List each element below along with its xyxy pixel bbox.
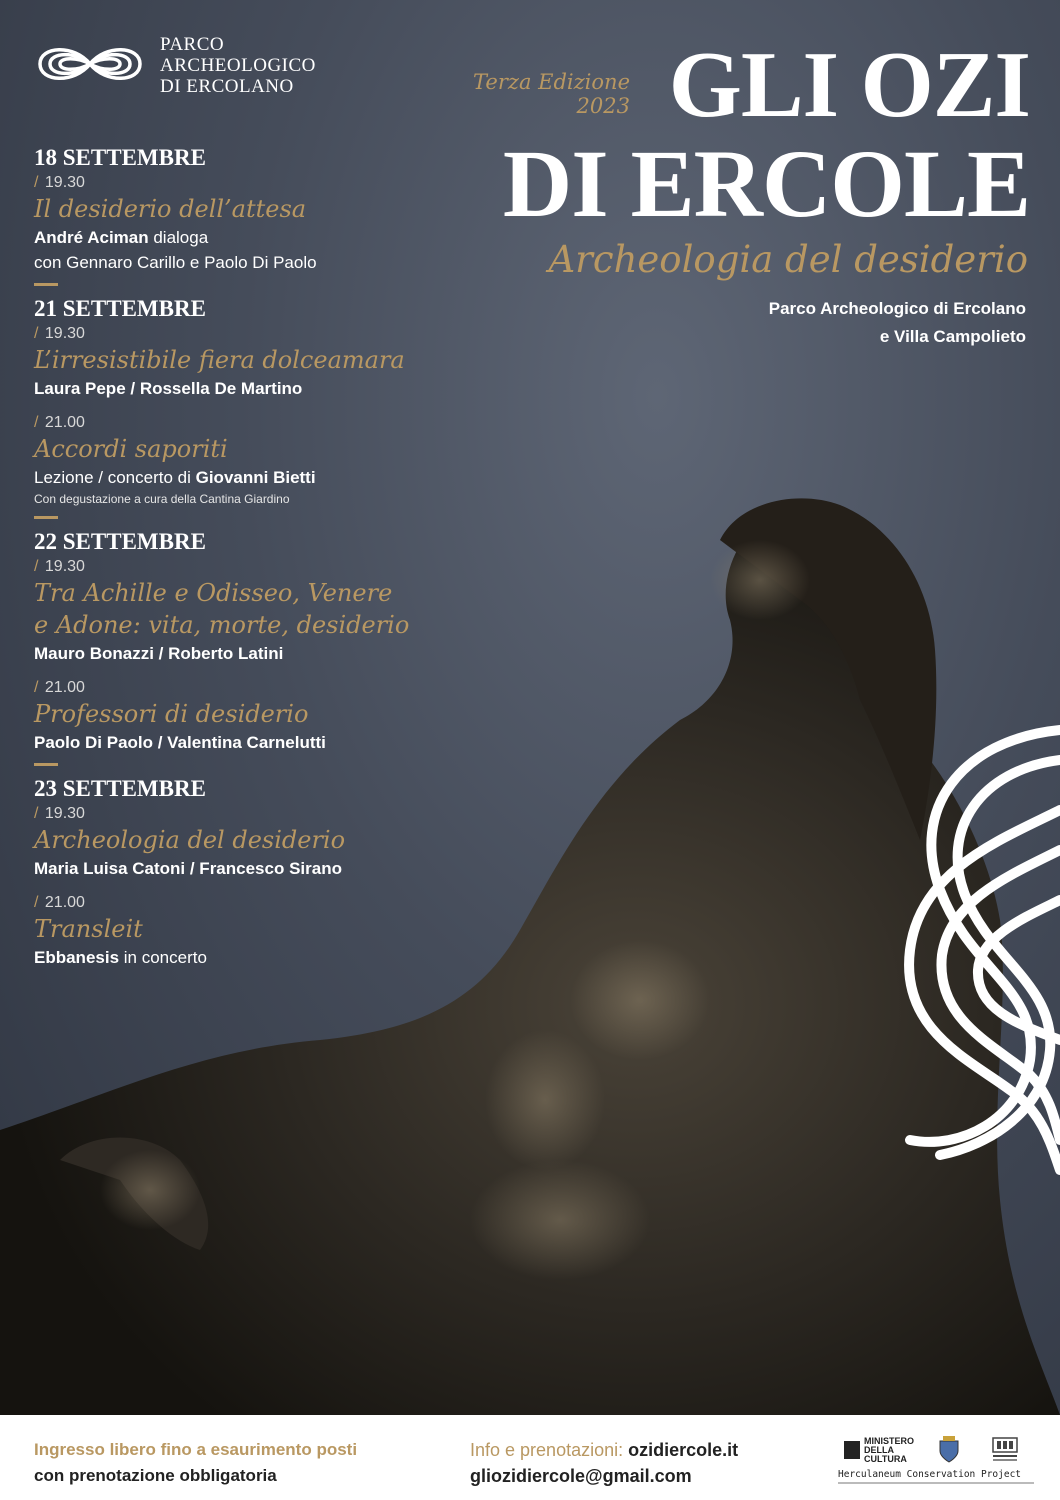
edition-year: 2023	[576, 94, 630, 118]
event-people	[34, 945, 504, 970]
event-people: Maria Luisa Catoni / Francesco Sirano	[34, 859, 342, 878]
event-time: / 19.30	[34, 174, 85, 191]
contact-info	[470, 1437, 738, 1489]
edition-line: Terza Edizione	[473, 70, 630, 94]
footer	[0, 1415, 1060, 1500]
entry-info	[34, 1437, 357, 1489]
email-link[interactable]: gliozidiercole@gmail.com	[470, 1466, 692, 1486]
ministry-logo	[844, 1437, 924, 1467]
park-logo	[34, 34, 334, 97]
partner-credits-line	[838, 1482, 1034, 1484]
program-day	[34, 529, 504, 755]
event-time-value: 21.00	[44, 414, 85, 431]
event-title: Professori di desiderio	[34, 700, 309, 728]
event-time-value: 21.00	[44, 894, 85, 911]
logo-line: DI ERCOLANO	[160, 76, 294, 97]
program-day	[34, 776, 504, 970]
event-people-bold: André Aciman	[34, 228, 149, 247]
event-time: / 21.00	[34, 894, 85, 911]
knot-ornament-icon	[880, 700, 1060, 1180]
event-people	[34, 250, 504, 275]
program-day	[34, 296, 504, 508]
entry-line-2: con prenotazione obbligatoria	[34, 1466, 277, 1485]
event-people-rest: dialoga	[148, 228, 209, 247]
event-title: e Adone: vita, morte, desiderio	[34, 611, 410, 639]
event-title: Tra Achille e Odisseo, Venere	[34, 579, 393, 607]
event-people	[34, 465, 504, 490]
event-title: Archeologia del desiderio	[34, 826, 346, 854]
logo-line: ARCHEOLOGICO	[160, 55, 316, 76]
event-time-value: 19.30	[44, 325, 85, 342]
info-label: Info e prenotazioni:	[470, 1440, 629, 1460]
ministry-mark-icon	[844, 1441, 860, 1459]
program-list	[34, 145, 504, 970]
event-title: Il desiderio dell’attesa	[34, 195, 307, 223]
event-people-pre: Lezione / concerto di	[34, 468, 196, 487]
event-title: L’irresistibile fiera dolceamara	[34, 346, 405, 374]
foundation-logo-icon	[990, 1435, 1020, 1465]
event-people: Laura Pepe / Rossella De Martino	[34, 379, 303, 398]
project-name: Herculaneum Conservation Project	[838, 1469, 1022, 1480]
section-divider	[34, 283, 58, 286]
event-note: Con degustazione a cura della Cantina Giardino	[34, 492, 290, 506]
venue-line: Parco Archeologico di Ercolano	[768, 299, 1026, 318]
event-people: Mauro Bonazzi / Roberto Latini	[34, 644, 284, 663]
venue-line: e Villa Campolieto	[879, 327, 1026, 346]
day-date: 22 SETTEMBRE	[34, 529, 206, 554]
website-link[interactable]: ozidiercole.it	[628, 1440, 739, 1460]
day-date: 18 SETTEMBRE	[34, 145, 206, 170]
partner-logos	[838, 1433, 1034, 1493]
edition-label	[440, 70, 630, 118]
ministry-text	[864, 1437, 914, 1464]
title-line-1: GLI OZI	[668, 33, 1030, 137]
knot-logo-icon	[34, 38, 146, 90]
venue	[600, 295, 1026, 351]
event-people-bold: Ebbanesis	[34, 948, 120, 967]
ministry-line: CULTURA	[864, 1454, 907, 1464]
event-time: / 19.30	[34, 805, 85, 822]
event-title: Accordi saporiti	[34, 435, 228, 463]
logo-line: PARCO	[160, 34, 225, 55]
day-date: 21 SETTEMBRE	[34, 296, 206, 321]
event-title: Transleit	[34, 915, 143, 943]
event-time: / 21.00	[34, 414, 85, 431]
ministry-line: MINISTERO	[864, 1436, 915, 1446]
event-time: / 21.00	[34, 679, 85, 696]
event-people: Paolo Di Paolo / Valentina Carnelutti	[34, 733, 326, 752]
event-time: / 19.30	[34, 325, 85, 342]
event-time-value: 19.30	[44, 174, 85, 191]
day-date: 23 SETTEMBRE	[34, 776, 206, 801]
title-line-2: DI ERCOLE	[502, 130, 1030, 237]
event-time-value: 21.00	[44, 679, 85, 696]
section-divider	[34, 516, 58, 519]
logo-text	[160, 34, 316, 97]
event-people	[34, 225, 504, 250]
event-people-line2: con Gennaro Carillo e Paolo Di Paolo	[34, 253, 317, 272]
event-time: / 19.30	[34, 558, 85, 575]
event-time-value: 19.30	[44, 805, 85, 822]
entry-line-1: Ingresso libero fino a esaurimento posti	[34, 1440, 358, 1459]
event-time-value: 19.30	[44, 558, 85, 575]
section-divider	[34, 763, 58, 766]
ministry-line: DELLA	[864, 1445, 894, 1455]
municipal-crest-icon	[938, 1435, 960, 1463]
subtitle: Archeologia del desiderio	[548, 238, 1028, 281]
event-people-bold: Giovanni Bietti	[195, 468, 316, 487]
program-day	[34, 145, 504, 275]
event-people-rest: in concerto	[119, 948, 207, 967]
